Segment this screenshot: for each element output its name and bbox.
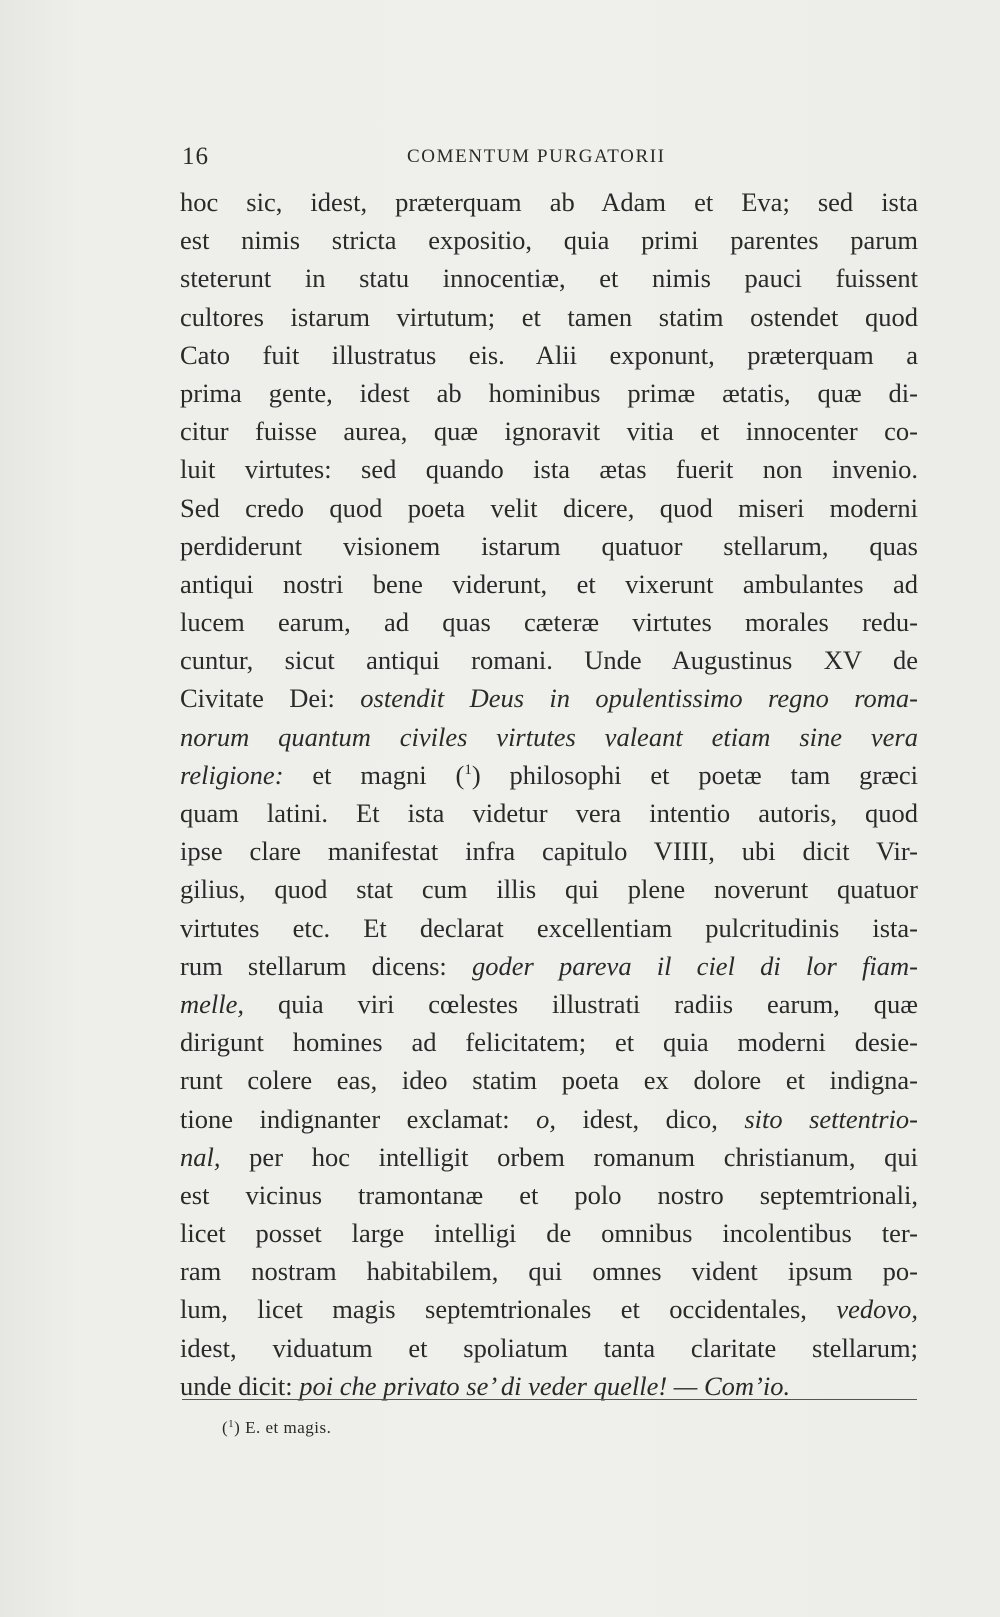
text-run: ) philosophi et poetæ tam græci [471, 759, 918, 790]
text-line [180, 489, 918, 527]
text-line [180, 909, 918, 947]
footnote-marker: 1 [228, 1418, 235, 1430]
text-run: cuntur, sicut antiqui romani. Unde Augustinus XV de [180, 645, 918, 676]
text-line [180, 374, 918, 412]
text-line [180, 756, 918, 794]
text-run: ipse clare manifestat infra capitulo VIIII, ubi dicit Vir- [180, 836, 918, 867]
text-run: ram nostram habitabilem, qui omnes vident ipsum po- [180, 1256, 918, 1287]
running-head [182, 143, 917, 173]
text-line [180, 718, 918, 756]
italic-text: ostendit Deus in opulentissimo regno roma- [360, 683, 918, 714]
text-run: lucem earum, ad quas cæteræ virtutes morales redu- [180, 607, 918, 638]
text-line [180, 221, 918, 259]
text-line [180, 1214, 918, 1252]
text-line [180, 832, 918, 870]
text-line [180, 1138, 918, 1176]
text-run: runt colere eas, ideo statim poeta ex dolore et indigna- [180, 1065, 918, 1096]
text-line [180, 947, 918, 985]
text-line [180, 603, 918, 641]
text-run: prima gente, idest ab hominibus primæ ætatis, quæ di- [180, 377, 918, 408]
text-run: Civitate Dei: [180, 683, 361, 714]
italic-text: norum quantum civiles virtutes valeant etiam sine vera [180, 721, 918, 752]
footnote-text: ) E. et magis. [234, 1418, 332, 1437]
italic-text: goder pareva il ciel di lor fiam- [471, 950, 918, 981]
text-line [180, 794, 918, 832]
text-line [180, 1290, 918, 1328]
italic-text: vedovo, [836, 1294, 918, 1325]
text-run: per hoc intelligit orbem romanum christianum, qui [220, 1141, 918, 1172]
text-run: Sed credo quod poeta velit dicere, quod miseri moderni [180, 492, 918, 523]
text-run: quia viri cœlestes illustrati radiis earum, quæ [244, 988, 918, 1019]
text-run: dirigunt homines ad felicitatem; et quia moderni desie- [180, 1027, 918, 1058]
text-run: antiqui nostri bene viderunt, et vixerunt ambulantes ad [180, 568, 918, 599]
text-line [180, 183, 918, 221]
text-line [180, 527, 918, 565]
footnote [222, 1418, 331, 1438]
text-run: gilius, quod stat cum illis qui plene noverunt quatuor [180, 874, 918, 905]
page-number: 16 [182, 143, 209, 170]
text-run: cultores istarum virtutum; et tamen statim ostendet quod [180, 301, 918, 332]
text-line [180, 870, 918, 908]
italic-text: religione: [180, 759, 284, 790]
text-run: est vicinus tramontanæ et polo nostro septemtrionali, [180, 1179, 918, 1210]
italic-text: nal, [180, 1141, 221, 1172]
text-line [180, 985, 918, 1023]
text-run: idest, dico, [555, 1103, 745, 1134]
text-run: lum, licet magis septemtrionales et occidentales, [180, 1294, 837, 1325]
text-line [180, 450, 918, 488]
text-line [180, 1329, 918, 1367]
footnote-open: ( [222, 1418, 229, 1437]
text-run: unde dicit: [180, 1370, 300, 1401]
body-text [180, 183, 918, 1405]
text-run: et magni ( [283, 759, 465, 790]
text-run: perdiderunt visionem istarum quatuor stellarum, quas [180, 530, 918, 561]
text-run: licet posset large intelligi de omnibus incolentibus ter- [180, 1218, 918, 1249]
text-line [180, 565, 918, 603]
text-run: idest, viduatum et spoliatum tanta claritate stellarum; [180, 1332, 918, 1363]
text-line [180, 641, 918, 679]
text-run: luit virtutes: sed quando ista ætas fuerit non invenio. [180, 454, 918, 485]
italic-text: sito settentrio- [744, 1103, 918, 1134]
italic-text: melle, [180, 988, 245, 1019]
text-line [180, 1100, 918, 1138]
text-run: citur fuisse aurea, quæ ignoravit vitia et innocenter co- [180, 416, 918, 447]
running-title: COMENTUM PURGATORII [407, 146, 666, 167]
text-line [180, 298, 918, 336]
text-line [180, 1176, 918, 1214]
footnote-reference: 1 [464, 761, 472, 778]
text-line [180, 1061, 918, 1099]
text-line [180, 412, 918, 450]
italic-text: o, [536, 1103, 556, 1134]
italic-text: poi che privato se’ di veder quelle! — Com’io. [299, 1370, 791, 1401]
text-line [180, 679, 918, 717]
text-run: tione indignanter exclamat: [180, 1103, 537, 1134]
footnote-rule [182, 1399, 917, 1400]
text-run: est nimis stricta expositio, quia primi parentes parum [180, 225, 918, 256]
text-run: Cato fuit illustratus eis. Alii exponunt, præterquam a [180, 339, 918, 370]
text-line [180, 259, 918, 297]
text-run: rum stellarum dicens: [180, 950, 472, 981]
text-line [180, 1252, 918, 1290]
text-run: hoc sic, idest, præterquam ab Adam et Eva; sed ista [180, 187, 918, 217]
text-run: virtutes etc. Et declarat excellentiam pulcritudinis ista- [180, 912, 918, 943]
text-run: steterunt in statu innocentiæ, et nimis pauci fuissent [180, 263, 918, 294]
text-run: quam latini. Et ista videtur vera intentio autoris, quod [180, 798, 918, 828]
text-line [180, 1023, 918, 1061]
text-line [180, 336, 918, 374]
